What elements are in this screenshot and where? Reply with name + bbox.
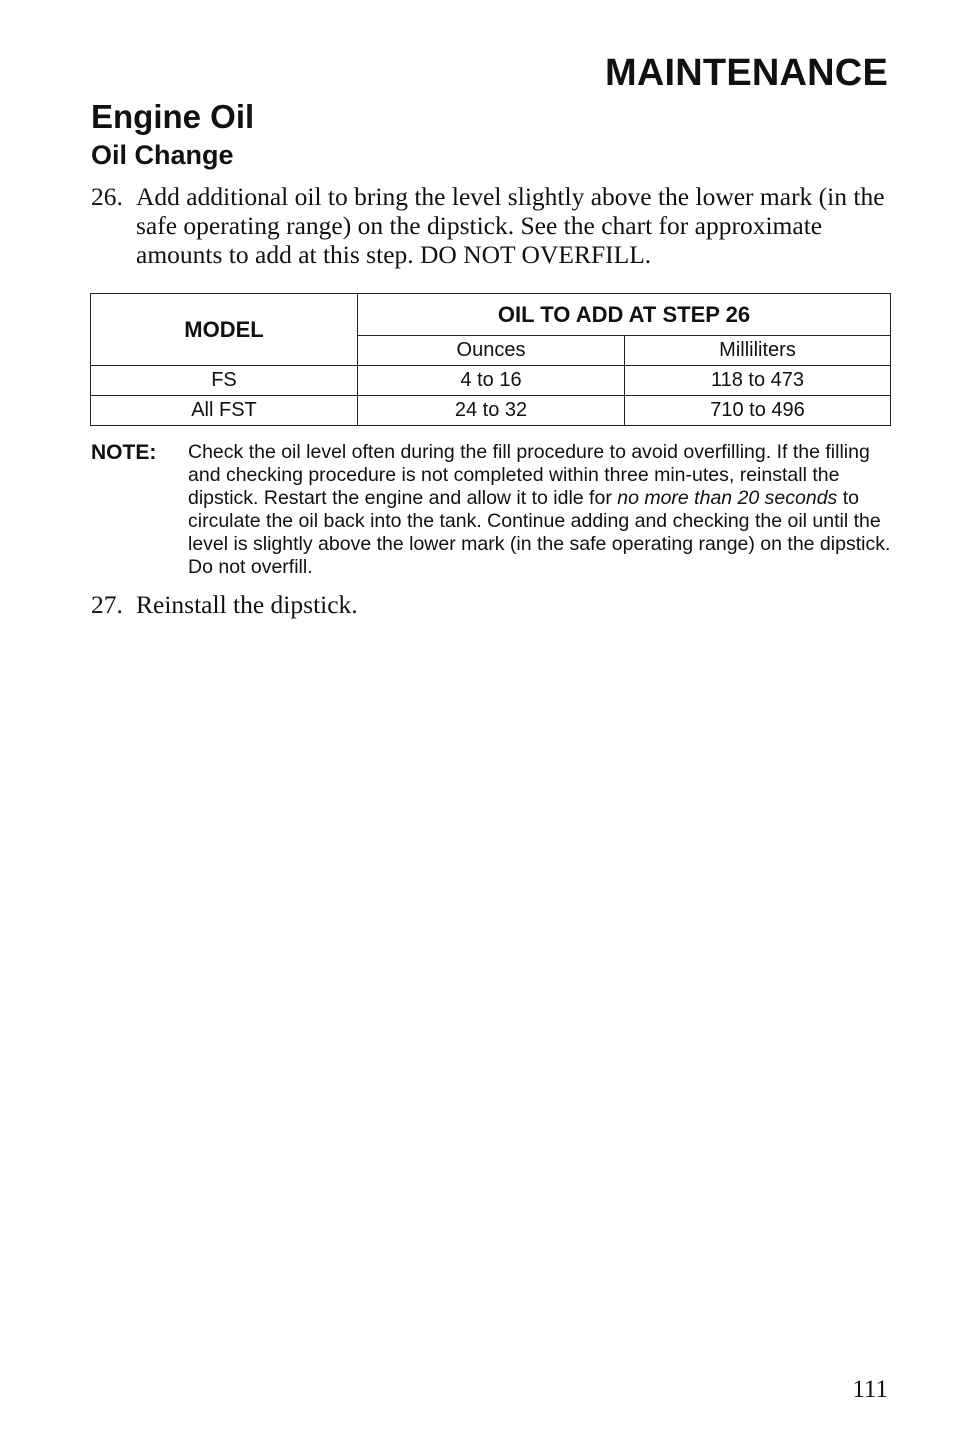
page-number: 111 <box>852 1376 888 1403</box>
step-number: 27. <box>91 590 123 619</box>
milliliters-column-header: Milliliters <box>625 336 891 366</box>
oil-amount-table <box>90 293 891 426</box>
subsection-title: Oil Change <box>91 140 234 170</box>
step-text: Reinstall the dipstick. <box>136 590 358 619</box>
note-text-after: to circulate the oil back into the tank. Continue adding and checking the oil until the level is slightly above the lower mark (in the safe operating range) on the dipstick. Do not overfill. <box>188 487 891 578</box>
milliliters-cell: 710 to 496 <box>625 396 891 426</box>
table-row <box>91 396 891 426</box>
table-header-row <box>91 294 891 336</box>
oil-to-add-header: OIL TO ADD AT STEP 26 <box>358 294 891 336</box>
ounces-cell: 24 to 32 <box>358 396 625 426</box>
note-text <box>188 441 891 579</box>
note-text-before: Check the oil level often during the fill procedure to avoid overfilling. If the filling and checking procedure is not completed within three min-utes, reinstall the dipstick. Restart the engine and allow it to idle for <box>188 441 870 509</box>
step-number: 26. <box>91 182 123 211</box>
milliliters-cell: 118 to 473 <box>625 366 891 396</box>
note-emphasis: no more than 20 seconds <box>617 487 838 509</box>
step-27 <box>91 590 891 619</box>
note-block <box>91 441 891 579</box>
ounces-column-header: Ounces <box>358 336 625 366</box>
ounces-cell: 4 to 16 <box>358 366 625 396</box>
table-row <box>91 366 891 396</box>
model-cell: FS <box>91 366 358 396</box>
model-column-header: MODEL <box>91 294 358 366</box>
page-title: Engine Oil <box>91 98 255 135</box>
step-26 <box>91 182 891 269</box>
model-cell: All FST <box>91 396 358 426</box>
section-header: MAINTENANCE <box>605 52 888 94</box>
step-text: Add additional oil to bring the level slightly above the lower mark (in the safe operating range) on the dipstick. See the chart for approximate amounts to add at this step. DO NOT OVERFILL. <box>136 182 885 269</box>
note-label: NOTE: <box>91 441 157 464</box>
